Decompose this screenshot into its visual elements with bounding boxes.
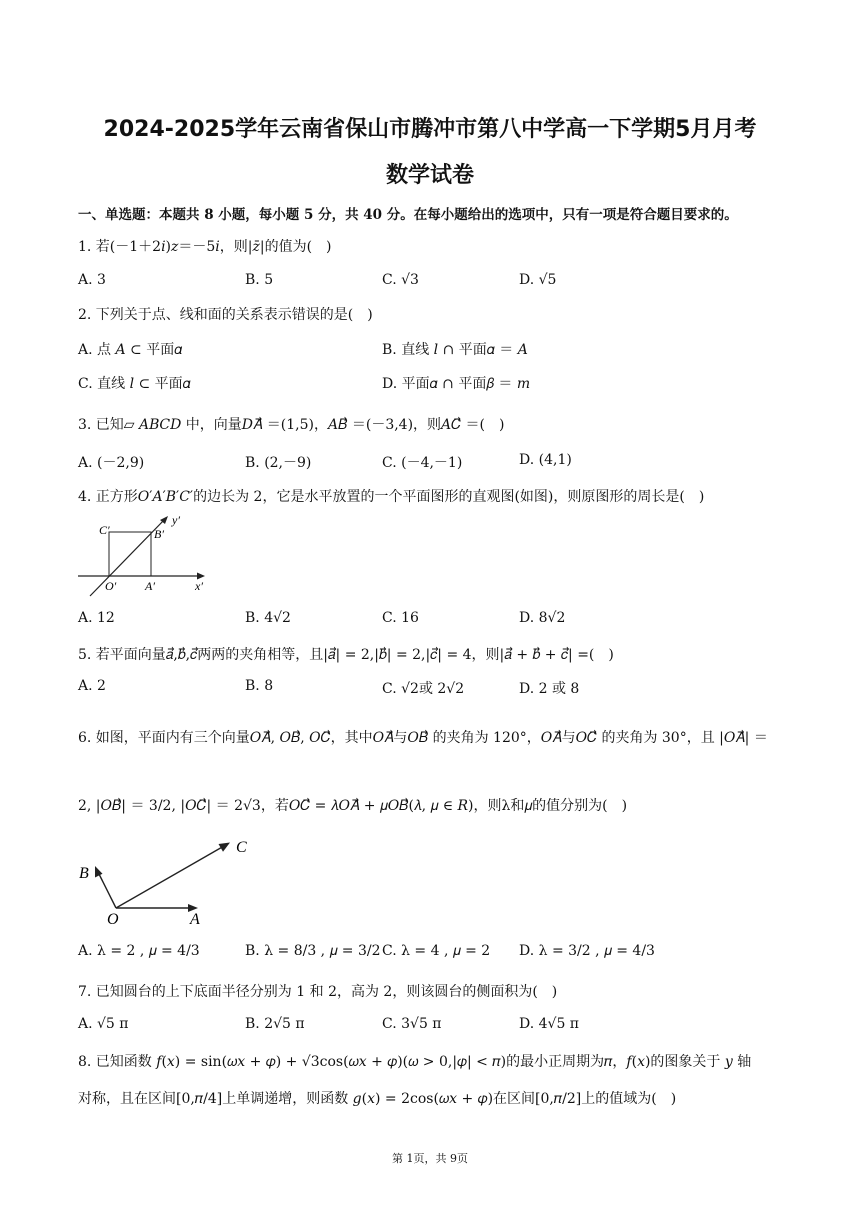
vector-oc bbox=[116, 846, 224, 908]
q4-option-c: C. 16 bbox=[382, 610, 419, 626]
label-b: B bbox=[79, 865, 89, 882]
vector-oc-arrow bbox=[219, 843, 231, 852]
q2-stem: 2. 下列关于点、线和面的关系表示错误的是( ) bbox=[78, 307, 373, 323]
q4-option-d: D. 8√2 bbox=[519, 610, 566, 626]
q5-option-b: B. 8 bbox=[245, 678, 274, 694]
q6-stem-line1: 6. 如图，平面内有三个向量𝑂𝐴⃗, 𝑂𝐵⃗, 𝑂𝐶⃗，其中𝑂𝐴⃗与𝑂𝐵⃗ 的夹角为 120°，𝑂𝐴⃗与𝑂𝐶⃗ 的夹角为 30°，且 |𝑂𝐴⃗| ＝ bbox=[78, 730, 768, 746]
q6-option-d: D. λ = 3/2 , 𝜇 = 4/3 bbox=[519, 943, 655, 959]
q6-option-a: A. λ = 2 , 𝜇 = 4/3 bbox=[78, 943, 200, 959]
label-o: O′ bbox=[105, 579, 117, 593]
q7-option-b: B. 2√5 π bbox=[245, 1016, 305, 1032]
label-b: B′ bbox=[154, 527, 164, 541]
q8-stem-line1: 8. 已知函数 𝑓(𝑥) = sin(𝜔𝑥 + 𝜑) + √3cos(𝜔𝑥 + 𝜑)(𝜔 > 0,|𝜑| < 𝜋)的最小正周期为𝜋，𝑓(𝑥)的图象关于 𝑦 轴 bbox=[78, 1054, 752, 1070]
q3-stem: 3. 已知▱ 𝐴𝐵𝐶𝐷 中，向量𝐷𝐴⃗ ＝(1,5)，𝐴𝐵⃗ ＝(－3,4)，则𝐴𝐶⃗ ＝( ) bbox=[78, 417, 505, 433]
q7-stem: 7. 已知圆台的上下底面半径分别为 1 和 2，高为 2，则该圆台的侧面积为( ) bbox=[78, 984, 558, 1000]
section-heading: 一、单选题：本题共 8 小题，每小题 5 分，共 40 分。在每小题给出的选项中，只有一项是符合题目要求的。 bbox=[78, 207, 738, 223]
q3-option-a: A. (－2,9) bbox=[78, 455, 145, 471]
q5-stem: 5. 若平面向量𝑎⃗,𝑏⃗,𝑐⃗两两的夹角相等，且|𝑎⃗| = 2,|𝑏⃗| = 2,|𝑐⃗| = 4，则|𝑎⃗ + 𝑏⃗ + 𝑐⃗| =( ) bbox=[78, 647, 614, 663]
q5-option-c: C. √2或 2√2 bbox=[382, 681, 465, 697]
q1-option-a: A. 3 bbox=[78, 272, 106, 288]
q4-option-a: A. 12 bbox=[78, 610, 115, 626]
page-title: 2024-2025学年云南省保山市腾冲市第八中学高一下学期5月月考 bbox=[103, 117, 757, 142]
vector-ob-arrow bbox=[95, 866, 103, 878]
q4-figure bbox=[74, 510, 214, 602]
label-a: A′ bbox=[145, 579, 155, 593]
label-x: x′ bbox=[195, 579, 203, 593]
q8-stem-line2: 对称，且在区间[0,𝜋/4]上单调递增，则函数 𝑔(𝑥) = 2cos(𝜔𝑥 + 𝜑)在区间[0,𝜋/2]上的值域为( ) bbox=[78, 1091, 677, 1107]
q6-option-b: B. λ = 8/3 , 𝜇 = 3/2 bbox=[245, 943, 381, 959]
label-c: C bbox=[236, 839, 247, 856]
q2-option-c: C. 直线 𝑙 ⊂ 平面𝛼 bbox=[78, 376, 191, 392]
q2-option-d: D. 平面𝛼 ∩ 平面𝛽 ＝ 𝑚 bbox=[382, 376, 531, 392]
q5-option-d: D. 2 或 8 bbox=[519, 681, 580, 697]
label-y: y′ bbox=[172, 513, 180, 527]
q7-option-d: D. 4√5 π bbox=[519, 1016, 580, 1032]
q6-figure bbox=[74, 832, 264, 928]
label-o: O bbox=[107, 911, 119, 928]
q1-option-b: B. 5 bbox=[245, 272, 274, 288]
q6-stem-line2: 2, |𝑂𝐵⃗| ＝ 3/2, |𝑂𝐶⃗| ＝ 2√3，若𝑂𝐶⃗ = 𝜆𝑂𝐴⃗ + 𝜇𝑂𝐵⃗(𝜆, 𝜇 ∈ 𝑅)，则λ和𝜇的值分别为( ) bbox=[78, 798, 628, 814]
q1-option-d: D. √5 bbox=[519, 272, 557, 288]
label-a: A bbox=[190, 911, 200, 928]
q7-option-a: A. √5 π bbox=[78, 1016, 129, 1032]
vector-ob bbox=[98, 872, 116, 908]
page-subtitle: 数学试卷 bbox=[385, 163, 474, 188]
q3-option-c: C. (－4,－1) bbox=[382, 455, 463, 471]
q2-option-b: B. 直线 𝑙 ∩ 平面𝛼 ＝ 𝐴 bbox=[382, 342, 528, 358]
q6-option-c: C. λ = 4 , 𝜇 = 2 bbox=[382, 943, 491, 959]
label-c: C′ bbox=[99, 523, 110, 537]
q3-option-d: D. (4,1) bbox=[519, 452, 572, 468]
q5-option-a: A. 2 bbox=[78, 678, 106, 694]
q3-option-b: B. (2,－9) bbox=[245, 455, 312, 471]
q4-option-b: B. 4√2 bbox=[245, 610, 291, 626]
q4-stem: 4. 正方形𝑂′𝐴′𝐵′𝐶′的边长为 2，它是水平放置的一个平面图形的直观图(如图)，则原图形的周长是( ) bbox=[78, 489, 705, 505]
q2-option-a: A. 点 𝐴 ⊂ 平面𝛼 bbox=[78, 342, 183, 358]
q1-option-c: C. √3 bbox=[382, 272, 419, 288]
q1-stem: 1. 若(－1＋2𝑖)𝑧＝－5𝑖，则|𝑧̄|的值为( ) bbox=[78, 239, 332, 255]
page-footer: 第 1页，共 9页 bbox=[392, 1152, 468, 1165]
q7-option-c: C. 3√5 π bbox=[382, 1016, 442, 1032]
